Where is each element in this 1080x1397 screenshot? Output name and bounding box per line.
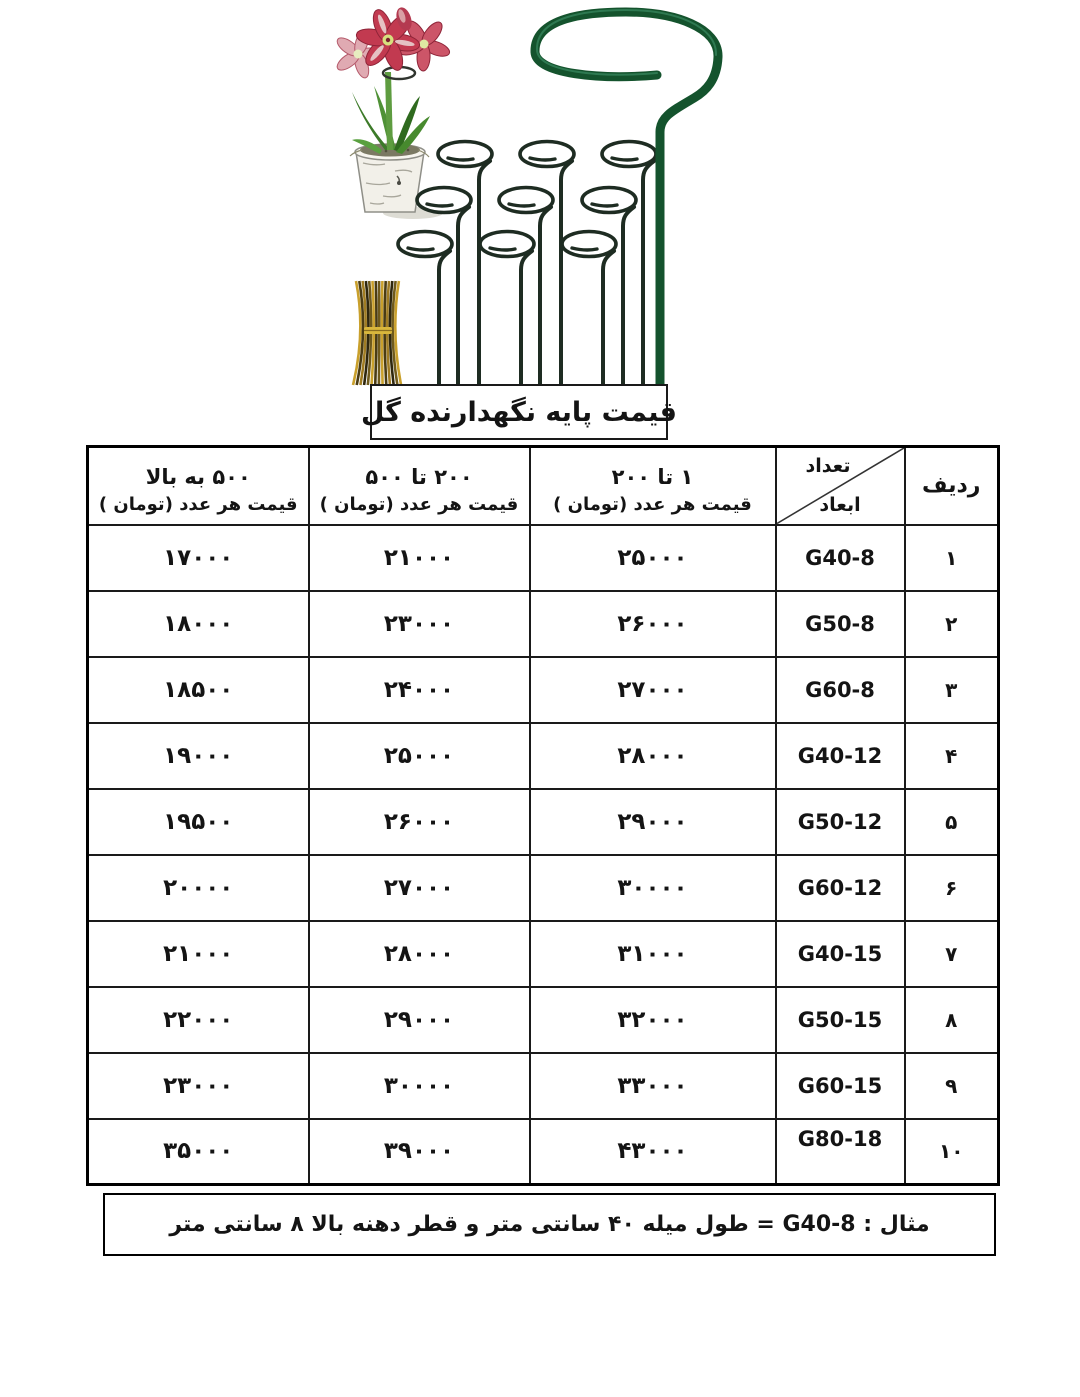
dims-cell: G50-8 <box>776 591 905 657</box>
row-number-cell: ۹ <box>905 1053 999 1119</box>
table-row <box>88 987 999 1053</box>
dims-cell: G50-15 <box>776 987 905 1053</box>
price-1-200-cell: ۳۲۰۰۰ <box>530 987 776 1053</box>
table-row <box>88 789 999 855</box>
row-number-cell: ۸ <box>905 987 999 1053</box>
dims-cell: G40-8 <box>776 525 905 591</box>
row-number-cell: ۶ <box>905 855 999 921</box>
price-1-200-cell: ۲۷۰۰۰ <box>530 657 776 723</box>
header-qty-label: تعداد <box>805 455 851 477</box>
price-200-500-cell: ۳۰۰۰۰ <box>309 1053 530 1119</box>
header-tier-200-500 <box>309 447 530 525</box>
tier-500-up-range: ۵۰۰ به بالا <box>145 465 251 490</box>
header-row <box>88 447 999 525</box>
price-500-up-cell: ۱۷۰۰۰ <box>88 525 309 591</box>
dims-cell: G60-12 <box>776 855 905 921</box>
row-number-cell: ۷ <box>905 921 999 987</box>
price-500-up-cell: ۱۸۵۰۰ <box>88 657 309 723</box>
header-row-number: ردیف <box>905 447 999 525</box>
small-stakes-illustration <box>398 142 656 387</box>
price-200-500-cell: ۲۶۰۰۰ <box>309 789 530 855</box>
price-200-500-cell: ۲۵۰۰۰ <box>309 723 530 789</box>
table-row <box>88 723 999 789</box>
row-number-cell: ۵ <box>905 789 999 855</box>
header-tier-1-200 <box>530 447 776 525</box>
dims-cell: G40-12 <box>776 723 905 789</box>
header-qty-dims <box>776 447 905 525</box>
product-illustration <box>0 0 1080 392</box>
example-note-box <box>103 1193 996 1256</box>
price-200-500-cell: ۲۷۰۰۰ <box>309 855 530 921</box>
table-row <box>88 921 999 987</box>
table-row <box>88 525 999 591</box>
price-1-200-cell: ۳۱۰۰۰ <box>530 921 776 987</box>
price-1-200-cell: ۲۹۰۰۰ <box>530 789 776 855</box>
price-200-500-cell: ۲۱۰۰۰ <box>309 525 530 591</box>
page-title: قیمت پایه نگهدارنده گل <box>361 396 677 428</box>
price-table <box>86 445 1000 1186</box>
row-number-cell: ۱۰ <box>905 1119 999 1185</box>
price-500-up-cell: ۱۸۰۰۰ <box>88 591 309 657</box>
table-row <box>88 855 999 921</box>
example-note-text: مثال : G40-8 = طول میله ۴۰ سانتی متر و قطر دهنه بالا ۸ سانتی متر <box>169 1212 930 1237</box>
title-box <box>361 384 677 440</box>
row-number-cell: ۴ <box>905 723 999 789</box>
tier-200-500-range: ۲۰۰ تا ۵۰۰ <box>365 465 473 490</box>
price-500-up-cell: ۲۱۰۰۰ <box>88 921 309 987</box>
tier-1-200-sub: قیمت هر عدد (تومان ) <box>553 494 752 516</box>
row-number-cell: ۲ <box>905 591 999 657</box>
table-row <box>88 1119 999 1185</box>
price-1-200-cell: ۴۳۰۰۰ <box>530 1119 776 1185</box>
row-number-cell: ۱ <box>905 525 999 591</box>
price-1-200-cell: ۳۰۰۰۰ <box>530 855 776 921</box>
price-200-500-cell: ۳۹۰۰۰ <box>309 1119 530 1185</box>
dims-cell: G60-8 <box>776 657 905 723</box>
price-200-500-cell: ۲۴۰۰۰ <box>309 657 530 723</box>
dims-cell: G40-15 <box>776 921 905 987</box>
table-row <box>88 657 999 723</box>
price-200-500-cell: ۲۹۰۰۰ <box>309 987 530 1053</box>
bamboo-bundle-illustration <box>353 281 401 385</box>
price-500-up-cell: ۱۹۰۰۰ <box>88 723 309 789</box>
price-1-200-cell: ۲۵۰۰۰ <box>530 525 776 591</box>
price-200-500-cell: ۲۸۰۰۰ <box>309 921 530 987</box>
price-500-up-cell: ۲۰۰۰۰ <box>88 855 309 921</box>
price-200-500-cell: ۲۳۰۰۰ <box>309 591 530 657</box>
price-1-200-cell: ۳۳۰۰۰ <box>530 1053 776 1119</box>
header-tier-500-up <box>88 447 309 525</box>
price-1-200-cell: ۲۶۰۰۰ <box>530 591 776 657</box>
price-1-200-cell: ۲۸۰۰۰ <box>530 723 776 789</box>
price-500-up-cell: ۲۲۰۰۰ <box>88 987 309 1053</box>
dims-cell: G80-18 <box>776 1119 905 1185</box>
price-500-up-cell: ۳۵۰۰۰ <box>88 1119 309 1185</box>
tier-500-up-sub: قیمت هر عدد (تومان ) <box>98 494 298 516</box>
table-row <box>88 1053 999 1119</box>
tier-1-200-range: ۱ تا ۲۰۰ <box>611 465 694 490</box>
price-500-up-cell: ۲۳۰۰۰ <box>88 1053 309 1119</box>
row-number-cell: ۳ <box>905 657 999 723</box>
tier-200-500-sub: قیمت هر عدد (تومان ) <box>319 494 519 516</box>
dims-cell: G50-12 <box>776 789 905 855</box>
header-dims-label: ابعاد <box>819 493 861 516</box>
table-row <box>88 591 999 657</box>
price-500-up-cell: ۱۹۵۰۰ <box>88 789 309 855</box>
dims-cell: G60-15 <box>776 1053 905 1119</box>
